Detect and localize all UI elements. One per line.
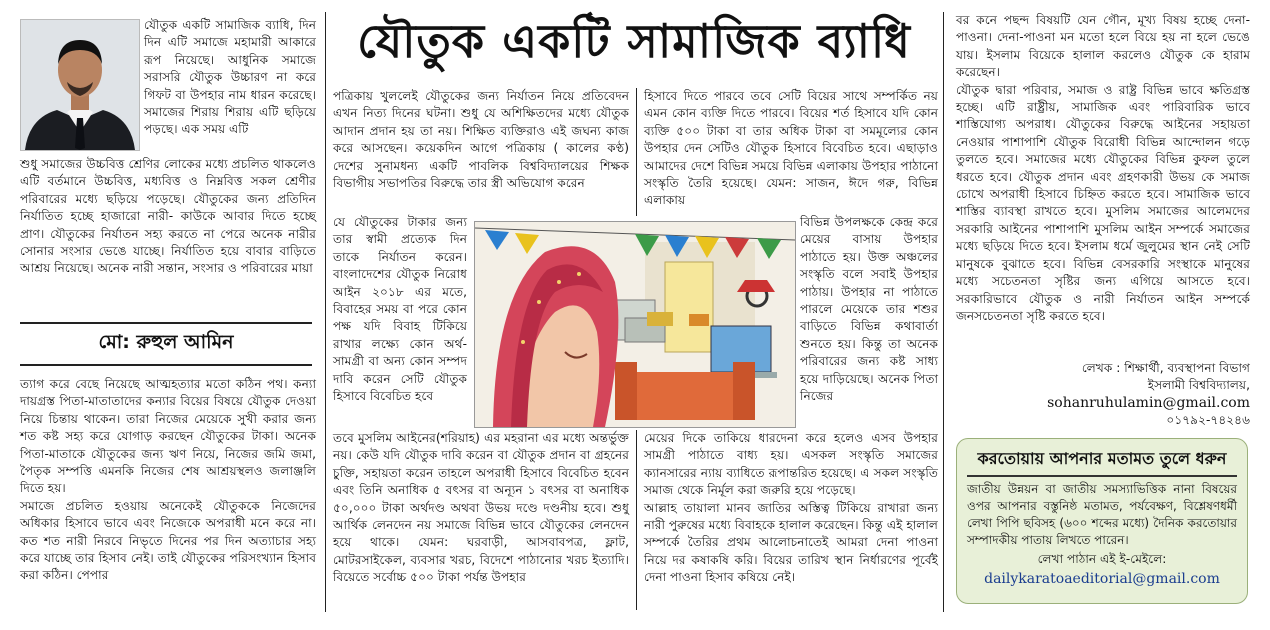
paragraph: হিসাবে দিতে পারবে তবে সেটি বিয়ের সাথে সম্পর্কিত নয় এমন কোন ব্যক্তি দিতে পারবে। বিয়ের শর্ত হিসাবে যদি কোন ব্যক্তি ৫০০ টাকা বা তার অধিক টাকা বা সমমূল্যের কোন উপহার দেন সেটিও যৌতুক হিসাবে বিবেচিত হবে। এছাড়াও আমাদের দেশে বিভিন্ন সময়ে বিভিন্ন এলাকায় উপহার পাঠানো সংস্কৃতি তৈরি হয়েছে। যেমন: সাজন, ঈদে গরু, বিভিন্ন এলাকায় bbox=[644, 89, 938, 208]
column-rule bbox=[325, 12, 326, 612]
column-rule bbox=[636, 88, 637, 216]
column-3-top bbox=[644, 88, 938, 210]
author-byline: মো: রুহুল আমিন bbox=[20, 322, 312, 366]
column-rule bbox=[636, 430, 637, 610]
author-affiliation: লেখক : শিক্ষার্থী, ব্যবস্থাপনা বিভাগ bbox=[1081, 361, 1250, 375]
box-body: জাতীয় উন্নয়ন বা জাতীয় সমস্যাভিত্তিক নানা বিষয়ের ওপর আপনার বস্তুনিষ্ঠ মতামত, পর্যবেক্ষণ, বিশ্লেষণধর্মী লেখা পিপি ছবিসহ (৬০০ শব্দের মধ্যে) দৈনিক করতোয়ার সম্পাদকীয় পাতায় লিখতে পারেন। bbox=[967, 482, 1237, 547]
paragraph: তবে মুসলিম আইনের(শরিয়াহ) এর মহরানা এর মধ্যে অন্তর্ভুক্ত নয়। কেউ যদি যৌতুক দাবি করেন বা যৌতুক প্রদান বা গ্রহনের চুক্তি, সহায়তা করেন তাহলে অপরাধী হিসাবে বিবেচিত হবেন এবং তিনি অনাধিক ৫ বৎসর বা অন্যূন ১ বৎসর বা অনাধিক ৫০,০০০ টাকা অর্থদণ্ড অথবা উভয় দণ্ডে দণ্ডনীয় হবে। শুধু আর্থিক লেনদেন নয় সমাজে বিভিন্ন ভাবে যৌতুকের লেনদেন হয়ে থাকে। যেমন: ঘরবাড়ী, আসবাবপত্র, ফ্লাট, মোটরসাইকেল, ব্যবসার খরচ, বিদেশে পাঠানোর খরচ ইত্যাদি। বিয়েতে সর্বোচ্চ ৫০০ টাকা পর্যন্ত উপহার bbox=[333, 431, 629, 585]
box-title: করতোয়ায় আপনার মতামত তুলে ধরুন bbox=[977, 449, 1227, 468]
column-rule bbox=[943, 12, 944, 612]
author-university: ইসলামী বিশ্ববিদ্যালয়, bbox=[1147, 378, 1250, 393]
column-1-lower bbox=[20, 376, 316, 585]
opinion-invite-box bbox=[956, 438, 1248, 604]
column-1-upper bbox=[20, 156, 316, 278]
paragraph: যৌতুক দ্বারা পরিবার, সমাজ ও রাষ্ট্র বিভিন্ন ভাবে ক্ষতিগ্রস্ত হচ্ছে। এটি রাষ্ট্রীয়, সামাজিক এবং পারিবারিক ভাবে শাস্তিযোগ্য অপরাধ। যৌতুকের বিরুদ্ধে আইনের সহায়তা নেওয়ার পাশাপাশি যৌতুক বিরোধী বিভিন্ন আন্দোলন গড়ে তুলতে হবে। সমাজের মধ্যে যৌতুকের বিভিন্ন কুফল তুলে ধরতে হবে। যৌতুক প্রদান এবং গ্রহণকারী উভয় কে সমাজ চোখে অপরাধী হিসাবে চিহ্নিত করতে হবে। সামাজিক ভাবে শাস্তির ব্যাবস্থা রাখতে হবে। মুসলিম সমাজের আলেমদের সরকারি আইনের পাশাপাশি মুসলিম আইন সম্পর্কে সমাজের মধ্যে ছড়িয়ে দিতে হবে। ইসলাম ধর্মে জুলুমের স্থান নেই সেটি মানুষকে বুঝাতে হবে। বিভিন্ন বেসরকারি সংস্থাকে মানুষের মধ্যে সচেতনতা সৃষ্টির জন্য এগিয়ে আসতে হবে। সরকারিভাবে যৌতুক ও নারী নির্যাতন আইন সম্পর্কে জনসচেতনতা সৃষ্টি করতে হবে। bbox=[956, 82, 1250, 323]
paragraph: বিভিন্ন উপলক্ষকে কেন্দ্র করে মেয়ের বাসায় উপহার পাঠাতে হয়। উক্ত অঞ্চলের সংস্কৃতি বলে সবাই উপহার পাঠায়। উপহার না পাঠাতে পারলে মেয়েকে তার শশুর বাড়িতে বিভিন্ন কথাবার্তা শুনতে হয়। কিন্তু তা অনেক পরিবারের জন্য কষ্ট সাধ্য হয়ে দাড়িয়েছে। অনেক পিতা নিজের bbox=[800, 215, 938, 404]
author-phone: ০১৭৯২-৭৪২৪৬ bbox=[1166, 413, 1250, 428]
author-credit bbox=[950, 360, 1250, 430]
paragraph: আল্লাহ তায়ালা মানব জাতির অস্তিত্ব টিকিয়ে রাখারা জন্য নারী পুরুষের মধ্যে বিবাহকে হালাল করেছেন। কিন্তু এই হালাল সম্পর্কে তৈরির প্রথম আলোচনাতেই আমরা দেনা পাওনা নিয়ে দর কষাকষি করি। বিয়ের তারিখ স্থান নির্ধারণের পূর্বেই দেনা পাওনা হিসাব কষিয়ে নেই। bbox=[644, 500, 938, 585]
paragraph: ত্যাগ করে বেছে নিয়েছে আত্মহত্যার মতো কঠিন পথ। কন্যা দায়গ্রস্ত পিতা-মাতাতাদের কন্যার বিয়ের বিষয়ে যৌতুক দেওয়া নিয়ে চিন্তায় থাকেন। তারা নিজের মেয়েকে সুখী করার জন্য শত কষ্ট সহ্য করে যোগাড় করছেন যৌতুকের টাকা। অনেক পিতা-মাতাকে যৌতুকের জন্য ঋণ নিয়ে, নিজের জমি জমা, পৈতৃক সম্পত্তি এমনকি নিজের শেষ আশ্রয়স্থলও জলাঞ্জলি দিতে হয়। bbox=[20, 377, 316, 496]
headline: যৌতুক একটি সামাজিক ব্যাধি bbox=[357, 14, 911, 68]
paragraph: মেয়ের দিকে তাকিয়ে ধারদেনা করে হলেও এসব উপহার সামগ্রী পাঠাতে বাধ্য হয়। এসকল সংস্কৃতি সমাজের ক্যানসারের ন্যায় ব্যাধিতে রূপান্তরিত হয়েছে। এ সকল সংস্কৃতি সমাজ থেকে নির্মূল করা জরুরি হয়ে পড়েছে। bbox=[644, 431, 938, 498]
author-photo bbox=[20, 19, 140, 151]
column-4 bbox=[956, 12, 1250, 325]
column-2-bottom bbox=[333, 430, 629, 587]
box-email[interactable]: dailykaratoaeditorial@gmail.com bbox=[984, 571, 1220, 587]
intro-paragraph bbox=[144, 17, 316, 139]
column-2-narrow bbox=[333, 214, 467, 405]
column-3-bottom bbox=[644, 430, 938, 587]
paragraph: বর কনে পছন্দ বিষয়টি যেন গৌন, মূখ্য বিষয় হচ্ছে দেনা-পাওনা। দেনা-পাওনা মন মতো হলে বিয়ে হয় না হলে ভেঙে যায়। ইসলাম বিয়েকে হালাল করলেও যৌতুক কে হারাম করেছেন। bbox=[956, 13, 1250, 80]
author-email[interactable]: sohanruhulamin@gmail.com bbox=[1047, 394, 1250, 411]
divider bbox=[967, 475, 1237, 477]
paragraph: সমাজে প্রচলিত হওয়ায় অনেকেই যৌতুককে নিজেদের অধিকার হিসাবে ভাবে এবং নিজেকে অপরাধী মনে করে না। কত শত নারী নিরবে নিভৃতে দিনের পর দিন অত্যাচার সহ্য করে যাচ্ছে তার হিসাব নেই। তাই যৌতুকের পরিসংখ্যান হিসাব করা কঠিন। পেপার bbox=[20, 498, 316, 583]
box-send-label: লেখা পাঠান এই ই-মেইলে: bbox=[1037, 552, 1167, 566]
paragraph: যৌতুক একটি সামাজিক ব্যাধি, দিন দিন এটি সমাজে মহামারী আকারে রূপ নিয়েছে। আধুনিক সমাজে সরাসরি যৌতুক উচ্চারণ না করে গিফট বা উপহার নাম ধারন করেছে। সমাজের শিরায় শিরায় এটি ছড়িয়ে পড়ছে। এক সময় এটি bbox=[144, 18, 316, 137]
paragraph: শুধু সমাজের উচ্চবিত্ত শ্রেণির লোকের মধ্যে প্রচলিত থাকলেও এটি বর্তমানে উচ্চবিত্ত, মধ্যবিত্ত ও নিম্নবিত্ত সকল শ্রেণীর পরিবারের মধ্যে ছড়িয়ে পড়েছে। যৌতুকের জন্য প্রতিদিন নির্যাতিত হচ্ছে হাজারো নারী- কাউকে আবার দিতে হচ্ছে প্রাণ। যৌতুকের নির্যাতন সহ্য করতে না পেরে অনেক নারীর সোনার সংসার ভেঙে যাচ্ছে। নির্যাতিত হয়ে বাবার বাড়িতে আশ্রয় নিয়েছে। অনেক নারী সন্তান, সংসার ও পরিবারের মায়া bbox=[20, 157, 316, 276]
paragraph: যে যৌতুকের টাকার জন্য তার স্বামী প্রত্যেক দিন তাকে নির্যাতন করেন। বাংলাদেশের যৌতুক নিরোধ আইন ২০১৮ এর মতে, বিবাহের সময় বা পরে কোন পক্ষ যদি বিবাহ টিকিয়ে রাখার লক্ষ্যে কোন অর্থ-সামগ্রী বা অন্য কোন সম্পদ দাবি করেন সেটি যৌতুক হিসাবে বিবেচিত হবে bbox=[333, 215, 467, 404]
column-3-narrow bbox=[800, 214, 938, 405]
column-2-top bbox=[333, 88, 629, 192]
paragraph: পত্রিকায় খুললেই যৌতুকের জন্য নির্যাতন নিয়ে প্রতিবেদন এখন নিত্য দিনের ঘটনা। শুধু যে অশিক্ষিতদের মধ্যে যৌতুক আদান প্রদান হয় তা নয়। শিক্ষিত ব্যক্তিরাও এই জঘন্য কাজ করে আসছেন। কয়েকদিন আগে পত্রিকায় ( কালের কণ্ঠ) দেশের সুনামধন্য একটি পাবলিক বিশ্ববিদ্যালয়ের শিক্ষক বিভাগীয় সভাপতির বিরুদ্ধে তার স্ত্রী অভিযোগ করেন bbox=[333, 89, 629, 191]
dowry-illustration bbox=[474, 221, 796, 428]
